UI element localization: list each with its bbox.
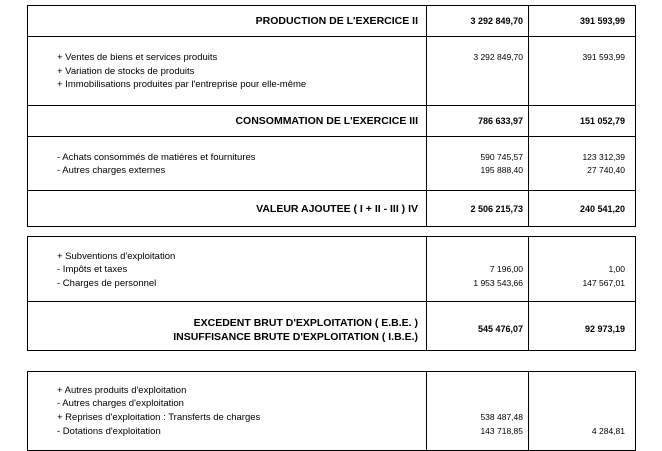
consommation-total-n: 786 633,97 [477, 116, 523, 126]
column-divider-n1 [528, 372, 529, 450]
autres-item-reprises: + Reprises d'exploitation : Transferts de charges [57, 412, 261, 423]
exploitation-item-personnel: - Charges de personnel [57, 278, 157, 289]
consommation-charges-n1: 27 740,40 [587, 165, 625, 175]
production-total-n1: 391 593,99 [579, 16, 625, 26]
autres-item-charges: - Autres charges d'exploitation [57, 398, 184, 409]
consommation-charges-n: 195 888,40 [480, 165, 523, 175]
column-divider-n [426, 237, 427, 350]
production-total-n: 3 292 849,70 [470, 16, 523, 26]
consommation-item-charges-externes: - Autres charges externes [57, 165, 166, 176]
exploitation-impots-n: 7 196,00 [489, 264, 523, 274]
autres-dotations-n: 143 718,85 [480, 426, 523, 436]
production-title: PRODUCTION DE L'EXERCICE II [255, 15, 418, 27]
consommation-achats-n: 590 745,57 [480, 152, 523, 162]
ebe-title-line1: EXCEDENT BRUT D'EXPLOITATION ( E.B.E. ) [193, 317, 418, 329]
consommation-title: CONSOMMATION DE L'EXERCICE III [235, 115, 418, 127]
column-divider-n1 [528, 237, 529, 350]
production-item-ventes: + Ventes de biens et services produits [57, 52, 218, 63]
row-divider [28, 301, 635, 302]
production-item-immobilisations: + Immobilisations produites par l'entreprise pour elle-même [57, 79, 307, 90]
row-divider [28, 190, 635, 191]
autres-reprises-n: 538 487,48 [480, 412, 523, 422]
autres-block [27, 371, 636, 451]
ebe-title-line2: INSUFFISANCE BRUTE D'EXPLOITATION ( I.B.E.) [173, 331, 418, 343]
valeur-ajoutee-total-n: 2 506 215,73 [470, 204, 523, 214]
column-divider-n1 [528, 6, 529, 226]
autres-item-dotations: - Dotations d'exploitation [57, 426, 161, 437]
production-item-variation: + Variation de stocks de produits [57, 66, 195, 77]
ebe-total-n: 545 476,07 [477, 324, 523, 334]
production-ventes-n: 3 292 849,70 [473, 52, 523, 62]
row-divider [28, 36, 635, 37]
valeur-ajoutee-title: VALEUR AJOUTEE ( I + II - III ) IV [256, 203, 418, 215]
column-divider-n [426, 372, 427, 450]
production-ventes-n1: 391 593,99 [582, 52, 625, 62]
exploitation-item-subventions: + Subventions d'exploitation [57, 251, 176, 262]
row-divider [28, 105, 635, 106]
consommation-item-achats: - Achats consommés de matières et fournitures [57, 152, 256, 163]
autres-dotations-n1: 4 284,81 [591, 426, 625, 436]
exploitation-item-impots: - Impôts et taxes [57, 264, 128, 275]
exploitation-personnel-n: 1 953 543,66 [473, 278, 523, 288]
valeur-ajoutee-total-n1: 240 541,20 [579, 204, 625, 214]
consommation-total-n1: 151 052,79 [579, 116, 625, 126]
exploitation-impots-n1: 1,00 [608, 264, 625, 274]
ebe-total-n1: 92 973,19 [584, 324, 625, 334]
production-block [27, 5, 636, 227]
autres-item-produits: + Autres produits d'exploitation [57, 385, 187, 396]
row-divider [28, 136, 635, 137]
exploitation-personnel-n1: 147 567,01 [582, 278, 625, 288]
column-divider-n [426, 6, 427, 226]
exploitation-block [27, 236, 636, 351]
consommation-achats-n1: 123 312,39 [582, 152, 625, 162]
